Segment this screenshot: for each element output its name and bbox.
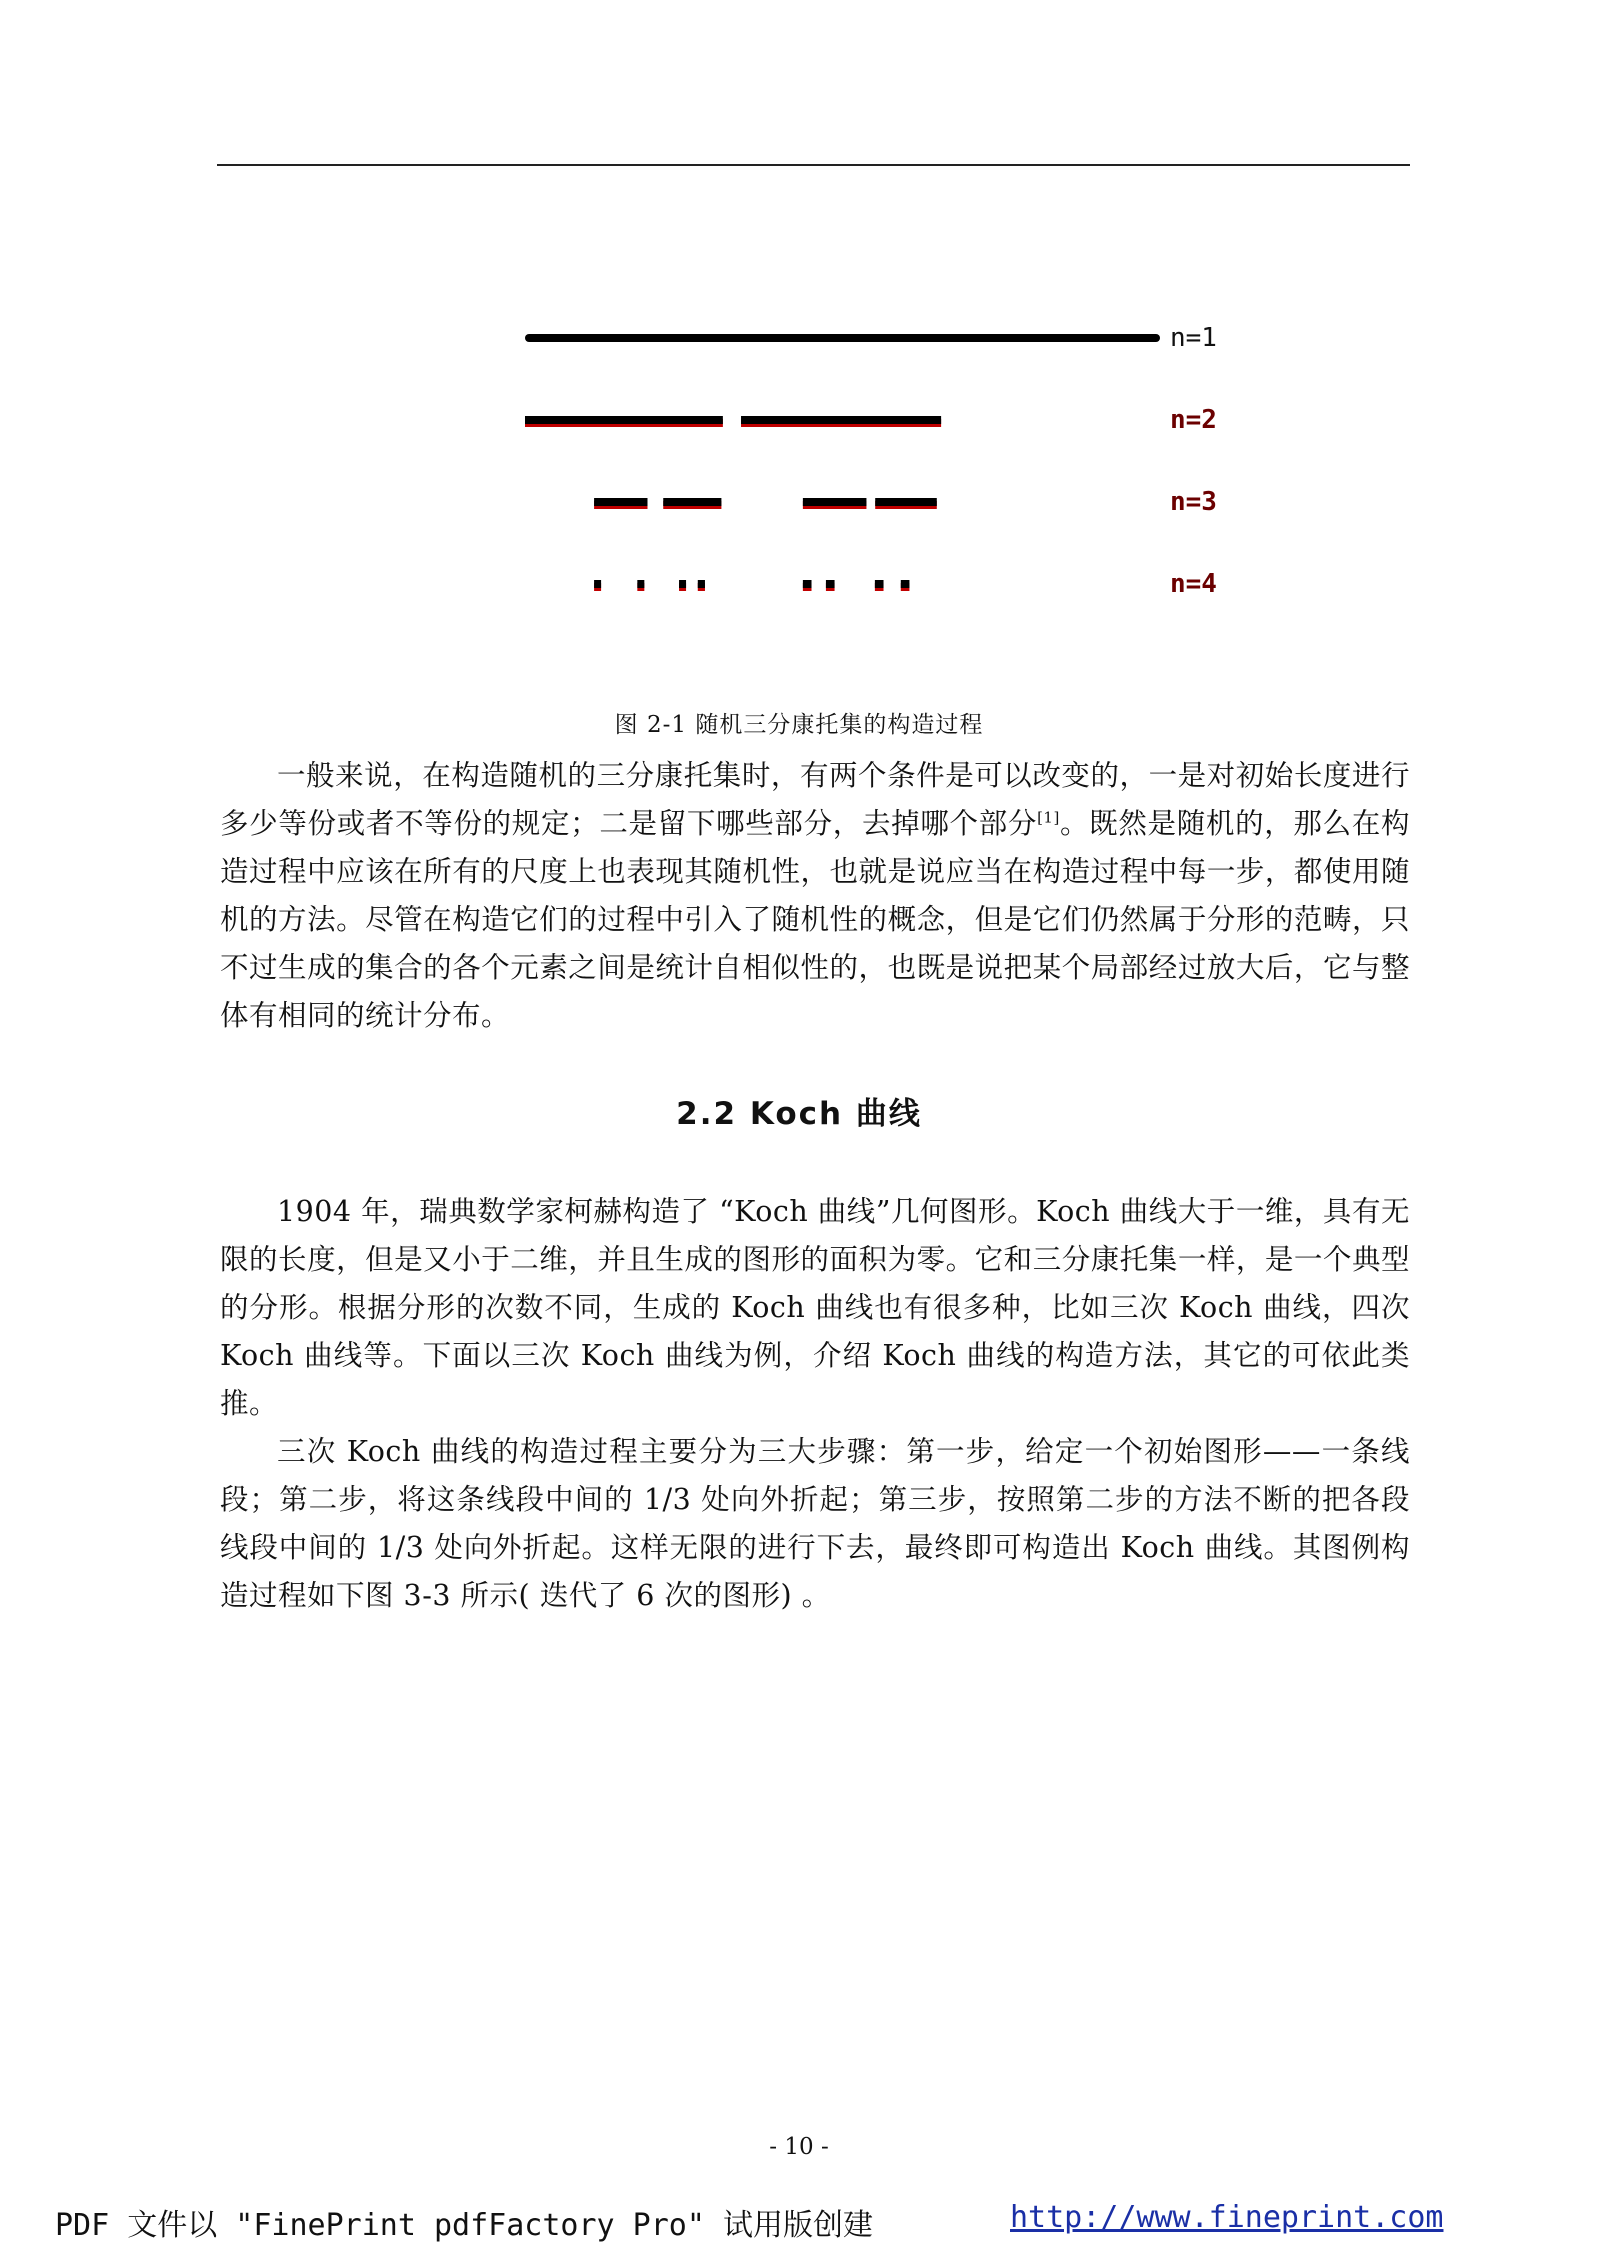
cantor-segment [698,580,705,588]
paragraph-random-cantor [220,752,1410,1040]
page-number: - 10 - [769,2134,829,2160]
section-title: Koch 曲线 [749,1096,922,1132]
section-number: 2.2 [676,1096,738,1132]
koch-paragraphs [220,1188,1410,1620]
cantor-segment [637,580,644,588]
paragraph-text: 一般来说，在构造随机的三分康托集时，有两个条件是可以改变的，一是对初始长度进行多少等份或者不等份的规定；二是留下哪些部分，去掉哪个部分 [220,759,1410,840]
footer-text: PDF 文件以 "FinePrint pdfFactory Pro" 试用版创建 [55,2208,873,2243]
cantor-segment [875,498,937,506]
citation-superscript: [1] [1037,808,1060,827]
cantor-segment [901,580,910,588]
cantor-segment [875,580,884,588]
cantor-segment [594,580,601,588]
header-rule [217,164,1410,166]
level-label: n=2 [1170,405,1217,435]
cantor-segment [826,580,835,588]
cantor-segment [594,498,647,506]
cantor-segment [663,498,721,506]
level-label: n=3 [1170,487,1217,517]
section-heading [0,1088,1598,1133]
pdf-footer [55,2200,1555,2244]
level-label: n=1 [1170,323,1217,353]
paragraph-koch-steps: 三次 Koch 曲线的构造过程主要分为三大步骤：第一步，给定一个初始图形——一条线段；第二步，将这条线段中间的 1/3 处向外折起；第三步，按照第二步的方法不断的把各段线段中间的 1/3 处向外折起。这样无限的进行下去，最终即可构造出 Koch 曲线。其图例构造过程如下图 3-3 所示( 迭代了 6 次的图形) 。 [220,1435,1410,1612]
footer-link[interactable]: http://www.fineprint.com [1010,2200,1444,2235]
cantor-segment [525,416,723,424]
cantor-segment [803,498,867,506]
cantor-segment [525,334,1160,342]
cantor-set-figure [0,300,1598,630]
paragraph-text-continued: 。既然是随机的，那么在构造过程中应该在所有的尺度上也表现其随机性，也就是说应当在构造过程中每一步，都使用随机的方法。尽管在构造它们的过程中引入了随机性的概念，但是它们仍然属于分形的范畴，只不过生成的集合的各个元素之间是统计自相似性的，也既是说把某个局部经过放大后，它与整体有相同的统计分布。 [220,807,1410,1032]
figure-caption: 图 2-1 随机三分康托集的构造过程 [614,712,984,738]
cantor-segment [803,580,812,588]
paragraph-koch-intro: 1904 年，瑞典数学家柯赫构造了 “Koch 曲线”几何图形。Koch 曲线大于一维，具有无限的长度，但是又小于二维，并且生成的图形的面积为零。它和三分康托集一样，是一个典型的分形。根据分形的次数不同，生成的 Koch 曲线也有很多种，比如三次 Koch 曲线，四次 Koch 曲线等。下面以三次 Koch 曲线为例，介绍 Koch 曲线的构造方法，其它的可依此类推。 [220,1195,1410,1420]
level-label: n=4 [1170,569,1217,599]
cantor-segment [679,580,686,588]
cantor-segment [741,416,941,424]
